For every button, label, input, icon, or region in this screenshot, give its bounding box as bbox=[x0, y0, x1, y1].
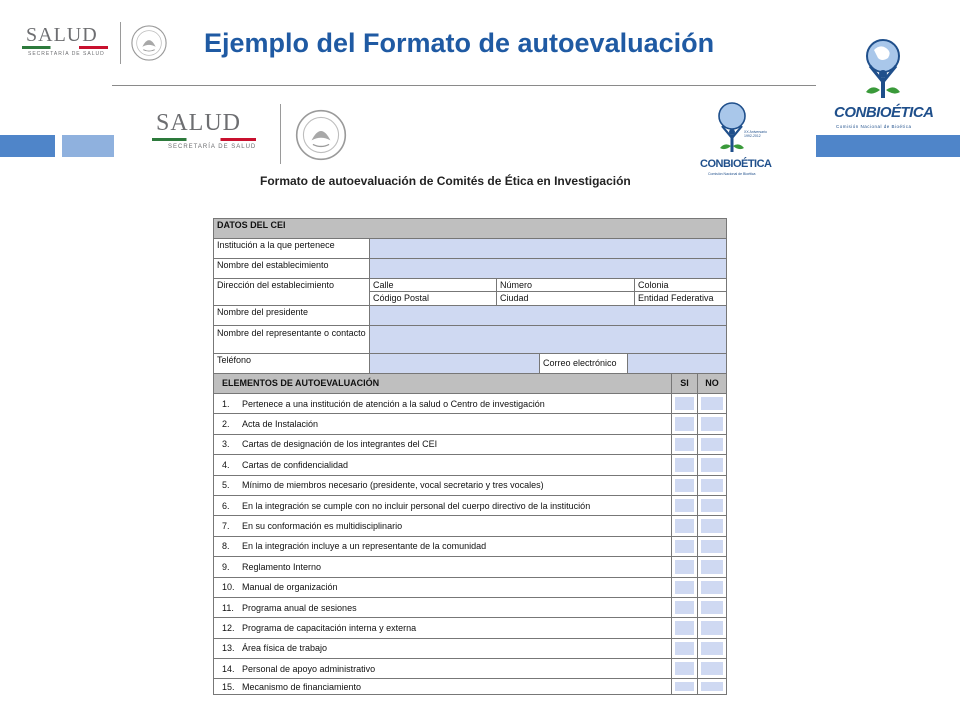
evaluation-item-label bbox=[213, 679, 671, 694]
no-checkbox[interactable] bbox=[697, 394, 727, 413]
document-salud-word: SALUD bbox=[156, 110, 242, 136]
evaluation-item-label bbox=[213, 455, 671, 474]
si-checkbox[interactable] bbox=[671, 598, 697, 617]
no-checkbox[interactable] bbox=[697, 516, 727, 535]
evaluation-item-label bbox=[213, 394, 671, 413]
salud-flag-stripe bbox=[22, 46, 108, 49]
si-checkbox-box bbox=[675, 682, 694, 691]
ciudad-label: Ciudad bbox=[496, 292, 634, 305]
si-checkbox-box bbox=[675, 397, 694, 410]
telefono-row bbox=[213, 354, 727, 374]
evaluation-item-number: 10. bbox=[222, 582, 235, 593]
codigo-postal-label: Código Postal bbox=[369, 292, 496, 305]
no-checkbox-box bbox=[701, 397, 723, 410]
si-checkbox[interactable] bbox=[671, 679, 697, 694]
si-checkbox[interactable] bbox=[671, 394, 697, 413]
no-checkbox-box bbox=[701, 458, 723, 471]
evaluation-item-text: Área física de trabajo bbox=[242, 643, 328, 654]
si-checkbox-box bbox=[675, 662, 694, 675]
si-checkbox-box bbox=[675, 621, 694, 634]
numero-label: Número bbox=[496, 279, 634, 292]
salud-logo-word: SALUD bbox=[26, 24, 98, 46]
evaluation-item-number: 12. bbox=[222, 622, 235, 633]
no-checkbox[interactable] bbox=[697, 639, 727, 658]
institucion-row bbox=[213, 239, 727, 259]
si-checkbox-box bbox=[675, 458, 694, 471]
si-checkbox-box bbox=[675, 642, 694, 655]
conbioetica-logo bbox=[822, 36, 940, 134]
conbioetica-subtitle: Comisión Nacional de Bioética bbox=[836, 124, 912, 129]
evaluation-item-number: 8. bbox=[222, 541, 230, 552]
direccion-row bbox=[213, 279, 727, 306]
document-globe-figure-icon bbox=[710, 100, 754, 158]
no-checkbox[interactable] bbox=[697, 598, 727, 617]
evaluation-item-label bbox=[213, 435, 671, 454]
establecimiento-field[interactable] bbox=[369, 259, 727, 278]
evaluation-item-text: Acta de Instalación bbox=[242, 419, 319, 430]
si-checkbox-box bbox=[675, 417, 694, 430]
no-checkbox[interactable] bbox=[697, 618, 727, 637]
accent-bar-right bbox=[816, 135, 960, 157]
no-checkbox[interactable] bbox=[697, 537, 727, 556]
si-header: SI bbox=[671, 374, 697, 393]
evaluation-item-row bbox=[213, 435, 727, 455]
evaluation-item-number: 1. bbox=[222, 398, 230, 409]
evaluation-item-row bbox=[213, 476, 727, 496]
no-checkbox-box bbox=[701, 601, 723, 614]
salud-logo-subtitle: SECRETARÍA DE SALUD bbox=[28, 51, 105, 57]
document-salud-logo bbox=[148, 104, 368, 166]
si-checkbox[interactable] bbox=[671, 659, 697, 678]
si-checkbox[interactable] bbox=[671, 557, 697, 576]
evaluation-item-text: Reglamento Interno bbox=[242, 561, 322, 572]
no-checkbox-box bbox=[701, 438, 723, 451]
slide-title: Ejemplo del Formato de autoevaluación bbox=[204, 28, 715, 58]
evaluation-item-row bbox=[213, 516, 727, 536]
no-checkbox[interactable] bbox=[697, 557, 727, 576]
no-checkbox[interactable] bbox=[697, 659, 727, 678]
evaluation-item-row bbox=[213, 414, 727, 434]
si-checkbox[interactable] bbox=[671, 516, 697, 535]
logo-divider bbox=[120, 22, 121, 64]
document-anniversary-badge: XX Aniversario 1992-2012 bbox=[744, 130, 767, 138]
evaluation-item-label bbox=[213, 578, 671, 597]
evaluation-item-text: Manual de organización bbox=[242, 582, 338, 593]
evaluation-item-row bbox=[213, 639, 727, 659]
datos-header-row bbox=[213, 219, 727, 239]
entidad-label: Entidad Federativa bbox=[634, 292, 727, 305]
si-checkbox-box bbox=[675, 540, 694, 553]
no-checkbox-box bbox=[701, 479, 723, 492]
establecimiento-label: Nombre del establecimiento bbox=[213, 259, 369, 278]
no-checkbox-box bbox=[701, 499, 723, 512]
si-checkbox-box bbox=[675, 581, 694, 594]
document-logo-divider bbox=[280, 104, 281, 164]
document-salud-subtitle: SECRETARÍA DE SALUD bbox=[168, 144, 257, 150]
document-conbioetica-word: CONBIOÉTICA bbox=[700, 158, 772, 170]
evaluation-item-number: 15. bbox=[222, 681, 235, 692]
si-checkbox[interactable] bbox=[671, 639, 697, 658]
evaluation-item-text: En la integración incluye a un representante de la comunidad bbox=[242, 541, 487, 552]
salud-logo bbox=[16, 22, 176, 66]
conbioetica-word: CONBIOÉTICA bbox=[834, 104, 934, 121]
correo-label: Correo electrónico bbox=[539, 354, 627, 373]
si-checkbox[interactable] bbox=[671, 578, 697, 597]
accent-bar-left-light bbox=[62, 135, 114, 157]
evaluation-item-text: Cartas de confidencialidad bbox=[242, 459, 349, 470]
no-checkbox[interactable] bbox=[697, 679, 727, 694]
evaluation-item-row bbox=[213, 659, 727, 679]
evaluation-item-row bbox=[213, 455, 727, 475]
evaluation-item-text: En su conformación es multidisciplinario bbox=[242, 521, 403, 532]
document-conbioetica-subtitle: Comisión Nacional de Bioética bbox=[708, 172, 756, 176]
evaluation-item-text: Programa de capacitación interna y externa bbox=[242, 622, 417, 633]
evaluation-item-label bbox=[213, 496, 671, 515]
evaluation-item-row bbox=[213, 557, 727, 577]
document-conbioetica-logo bbox=[698, 100, 778, 180]
form-title: Formato de autoevaluación de Comités de Ética en Investigación bbox=[260, 174, 631, 188]
evaluation-item-text: En la integración se cumple con no incluir personal del cuerpo directivo de la institución bbox=[242, 500, 591, 511]
evaluation-item-label bbox=[213, 659, 671, 678]
evaluation-item-text: Pertenece a una institución de atención a la salud o Centro de investigación bbox=[242, 398, 545, 409]
no-checkbox-box bbox=[701, 581, 723, 594]
evaluation-item-row bbox=[213, 578, 727, 598]
no-checkbox-box bbox=[701, 662, 723, 675]
evaluation-item-number: 11. bbox=[222, 602, 234, 613]
evaluation-item-number: 9. bbox=[222, 561, 230, 572]
evaluation-item-label bbox=[213, 476, 671, 495]
no-checkbox[interactable] bbox=[697, 455, 727, 474]
evaluation-item-number: 14. bbox=[222, 663, 235, 674]
no-checkbox[interactable] bbox=[697, 578, 727, 597]
no-header: NO bbox=[697, 374, 727, 393]
si-checkbox[interactable] bbox=[671, 435, 697, 454]
evaluation-item-number: 7. bbox=[222, 521, 230, 532]
presidente-row bbox=[213, 306, 727, 326]
no-checkbox-box bbox=[701, 560, 723, 573]
establecimiento-row bbox=[213, 259, 727, 279]
evaluation-item-row bbox=[213, 679, 727, 695]
no-checkbox-box bbox=[701, 540, 723, 553]
evaluation-item-number: 5. bbox=[222, 480, 230, 491]
evaluation-item-text: Programa anual de sesiones bbox=[242, 602, 357, 613]
evaluation-item-label bbox=[213, 414, 671, 433]
evaluation-items-list bbox=[213, 394, 727, 695]
telefono-label: Teléfono bbox=[213, 354, 369, 373]
si-checkbox-box bbox=[675, 438, 694, 451]
evaluation-item-label bbox=[213, 598, 671, 617]
evaluation-item-row bbox=[213, 598, 727, 618]
no-checkbox-box bbox=[701, 519, 723, 532]
accent-bar-left bbox=[0, 135, 55, 157]
si-checkbox-box bbox=[675, 601, 694, 614]
evaluation-item-number: 2. bbox=[222, 419, 230, 430]
si-checkbox[interactable] bbox=[671, 537, 697, 556]
si-checkbox-box bbox=[675, 519, 694, 532]
no-checkbox[interactable] bbox=[697, 435, 727, 454]
representante-row bbox=[213, 326, 727, 354]
si-checkbox-box bbox=[675, 479, 694, 492]
direccion-label: Dirección del establecimiento bbox=[213, 279, 369, 305]
evaluation-item-number: 3. bbox=[222, 439, 230, 450]
document-mexico-seal-icon bbox=[294, 108, 348, 162]
presidente-label: Nombre del presidente bbox=[213, 306, 369, 325]
evaluation-item-text: Mecanismo de financiamiento bbox=[242, 681, 362, 692]
mexico-seal-icon bbox=[130, 24, 168, 62]
institucion-label: Institución a la que pertenece bbox=[213, 239, 369, 258]
evaluation-item-number: 4. bbox=[222, 459, 230, 470]
telefono-field[interactable] bbox=[369, 354, 539, 373]
elementos-header: ELEMENTOS DE AUTOEVALUACIÓN bbox=[213, 374, 671, 393]
si-checkbox[interactable] bbox=[671, 496, 697, 515]
no-checkbox-box bbox=[701, 417, 723, 430]
si-checkbox-box bbox=[675, 499, 694, 512]
colonia-label: Colonia bbox=[634, 279, 727, 292]
no-checkbox[interactable] bbox=[697, 496, 727, 515]
evaluation-item-row bbox=[213, 537, 727, 557]
no-checkbox[interactable] bbox=[697, 414, 727, 433]
si-checkbox[interactable] bbox=[671, 476, 697, 495]
datos-header: DATOS DEL CEI bbox=[213, 219, 727, 238]
evaluation-item-text: Mínimo de miembros necesario (presidente, vocal secretario y tres vocales) bbox=[242, 480, 544, 491]
evaluation-item-label bbox=[213, 618, 671, 637]
elementos-header-row bbox=[213, 374, 727, 394]
calle-label: Calle bbox=[369, 279, 496, 292]
evaluation-item-row bbox=[213, 394, 727, 414]
representante-label: Nombre del representante o contacto bbox=[213, 326, 369, 353]
evaluation-item-number: 6. bbox=[222, 500, 230, 511]
globe-figure-icon bbox=[848, 36, 918, 104]
evaluation-item-row bbox=[213, 618, 727, 638]
self-evaluation-form bbox=[213, 218, 727, 695]
si-checkbox-box bbox=[675, 560, 694, 573]
evaluation-item-text: Personal de apoyo administrativo bbox=[242, 663, 376, 674]
no-checkbox-box bbox=[701, 642, 723, 655]
institucion-field[interactable] bbox=[369, 239, 727, 258]
no-checkbox-box bbox=[701, 621, 723, 634]
evaluation-item-number: 13. bbox=[222, 643, 235, 654]
evaluation-item-label bbox=[213, 557, 671, 576]
document-salud-flag bbox=[152, 138, 256, 141]
evaluation-item-text: Cartas de designación de los integrantes del CEI bbox=[242, 439, 438, 450]
evaluation-item-label bbox=[213, 516, 671, 535]
representante-field[interactable] bbox=[369, 326, 727, 353]
evaluation-item-label bbox=[213, 537, 671, 556]
evaluation-item-label bbox=[213, 639, 671, 658]
correo-field[interactable] bbox=[627, 354, 727, 373]
no-checkbox[interactable] bbox=[697, 476, 727, 495]
si-checkbox[interactable] bbox=[671, 455, 697, 474]
title-divider bbox=[112, 85, 816, 86]
si-checkbox[interactable] bbox=[671, 414, 697, 433]
presidente-field[interactable] bbox=[369, 306, 727, 325]
si-checkbox[interactable] bbox=[671, 618, 697, 637]
no-checkbox-box bbox=[701, 682, 723, 691]
evaluation-item-row bbox=[213, 496, 727, 516]
